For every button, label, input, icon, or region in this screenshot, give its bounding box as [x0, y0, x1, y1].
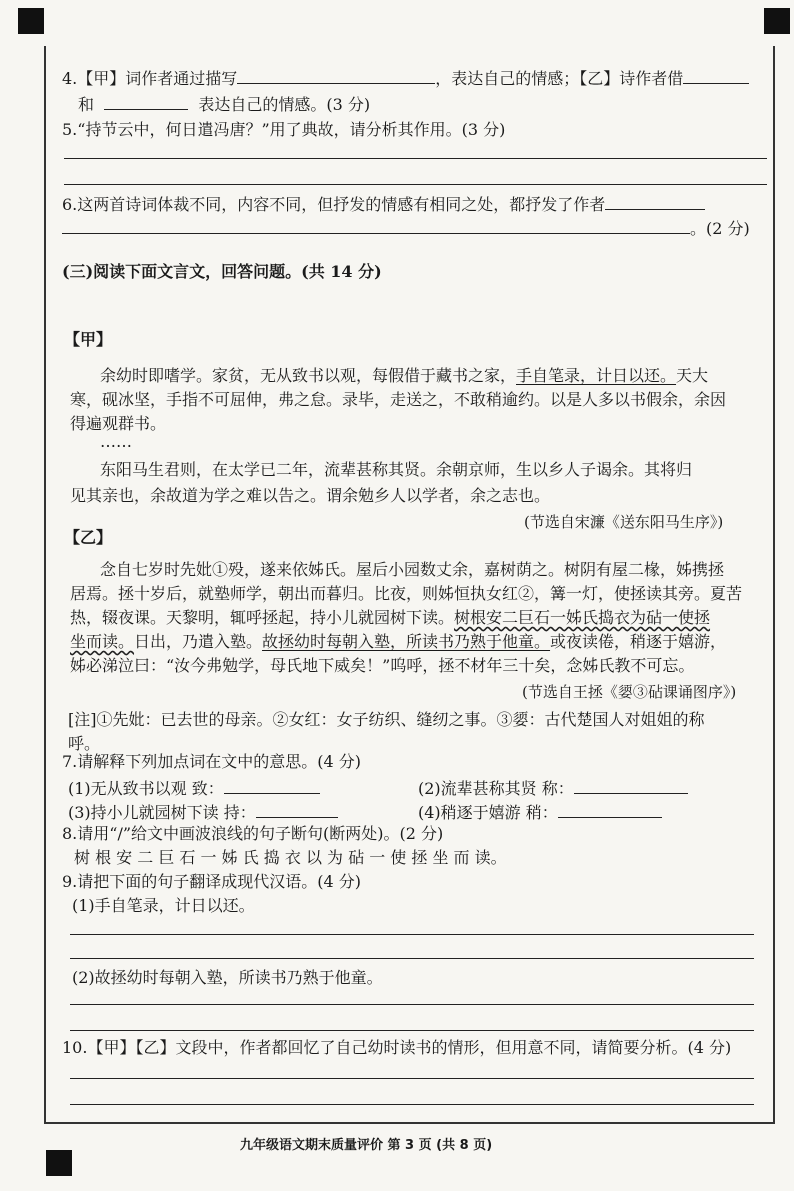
q7-blank-2[interactable] [574, 778, 688, 794]
page-frame-right [773, 46, 775, 1122]
q8-sentence: 树 根 安 二 巨 石 一 姊 氏 捣 衣 以 为 砧 一 使 拯 坐 而 读。 [74, 848, 507, 867]
question-4-cont [78, 94, 370, 115]
question-9: 9.请把下面的句子翻译成现代汉语。(4 分) [62, 872, 362, 891]
corner-marker-top-right [764, 8, 790, 34]
q6-blank-1[interactable] [605, 194, 705, 210]
q7-item-text: (3)持小儿就园树下读 持： [68, 803, 256, 822]
passage-b-line-2: 居焉。拯十岁后，就塾师学，朝出而暮归。比夜，则姊恒执女红②，篝一灯，使拯读其旁。夏苦 [70, 584, 743, 603]
passage-b-line-4 [70, 632, 726, 652]
question-7: 7.请解释下列加点词在文中的意思。(4 分) [62, 752, 362, 771]
q4-blank-2[interactable] [683, 68, 749, 84]
answer-line-q5-1[interactable] [64, 158, 767, 159]
passage-a-line-4: 东阳马生君则，在太学已二年，流辈甚称其贤。余朝京师，生以乡人子谒余。其将归 [100, 460, 693, 479]
passage-b-wavy-sentence: 坐而读。 [70, 632, 135, 651]
q6-blank-2[interactable] [62, 218, 690, 234]
question-5: 5.“持节云中，何日遣冯唐？”用了典故，请分析其作用。(3 分) [62, 120, 506, 139]
passage-a-line-2: 寒，砚冰坚，手指不可屈伸，弗之怠。录毕，走送之，不敢稍逾约。以是人多以书假余，余因 [70, 390, 727, 409]
passage-b-wavy-sentence: 树根安二巨石一姊氏捣衣为砧一使拯 [454, 608, 711, 627]
corner-marker-top-left [18, 8, 44, 34]
q7-item-1 [68, 778, 320, 799]
q7-item-text: (2)流辈甚称其贤 称： [418, 779, 574, 798]
q7-item-text: (1)无从致书以观 致： [68, 779, 224, 798]
q7-blank-3[interactable] [256, 802, 338, 818]
answer-line-q9-1[interactable] [70, 934, 754, 935]
passage-a-underlined-sentence: 手自笔录，计日以还。 [516, 366, 677, 385]
notes-line-1: [注]①先妣：已去世的母亲。②女红：女子纺织、缝纫之事。③媭：古代楚国人对姐姐的称 [68, 710, 705, 729]
passage-a-label: 【甲】 [64, 330, 113, 349]
answer-line-q10-2[interactable] [70, 1104, 754, 1105]
question-8: 8.请用“/”给文中画波浪线的句子断句(断两处)。(2 分) [62, 824, 444, 843]
q6-text: 6.这两首诗词体裁不同，内容不同，但抒发的情感有相同之处，都抒发了作者 [62, 195, 606, 214]
passage-a-source: (节选自宋濂《送东阳马生序》) [524, 513, 724, 531]
passage-b-text: 日出，乃遣入塾。 [134, 632, 263, 651]
q7-item-4 [418, 802, 662, 823]
q4-text-3: 和 [78, 95, 95, 114]
passage-b-line-3 [70, 608, 710, 628]
passage-b-line-1: 念自七岁时先妣①殁，遂来依姊氏。屋后小园数丈余，嘉树荫之。树阴有屋二椽，姊携拯 [100, 560, 725, 579]
q7-item-2 [418, 778, 688, 799]
q4-blank-1[interactable] [237, 68, 435, 84]
q4-text-4: 表达自己的情感。(3 分) [198, 95, 371, 114]
passage-b-label: 【乙】 [64, 528, 113, 547]
answer-line-q9-2[interactable] [70, 958, 754, 959]
q4-text-2: ，表达自己的情感；【乙】诗作者借 [435, 69, 684, 88]
q6-end: 。(2 分) [690, 219, 750, 238]
passage-b-line-5: 姊必涕泣曰：“汝今弗勉学，母氏地下威矣！”呜呼，拯不材年三十矣，念姊氏教不可忘。 [70, 656, 695, 675]
section-3-title: (三)阅读下面文言文，回答问题。(共 14 分) [62, 262, 382, 281]
q7-blank-1[interactable] [224, 778, 320, 794]
q9-sentence-2: (2)故拯幼时每朝入塾，所读书乃熟于他童。 [72, 968, 383, 987]
answer-line-q5-2[interactable] [64, 184, 767, 185]
q9-sentence-1: (1)手自笔录，计日以还。 [72, 896, 255, 915]
passage-b-source: (节选自王拯《媭③砧课诵图序》) [522, 683, 737, 701]
answer-line-q9-3[interactable] [70, 1004, 754, 1005]
question-4 [62, 68, 749, 89]
passage-a-line-5: 见其亲也，余故道为学之难以告之。谓余勉乡人以学者，余之志也。 [70, 486, 551, 505]
passage-a-text: 余幼时即嗜学。家贫，无从致书以观，每假借于藏书之家， [100, 366, 517, 385]
q7-item-text: (4)稍逐于嬉游 稍： [418, 803, 558, 822]
q4-blank-3[interactable] [104, 94, 188, 110]
passage-b-text: 或夜读倦，稍逐于嬉游， [550, 632, 727, 651]
passage-b-underlined-sentence: 故拯幼时每朝入塾，所读书乃熟于他童。 [262, 632, 551, 651]
notes-line-2: 呼。 [68, 734, 101, 753]
q7-blank-4[interactable] [558, 802, 662, 818]
passage-a-line-1 [100, 366, 708, 386]
page-frame-left [44, 46, 46, 1122]
question-10: 10.【甲】【乙】文段中，作者都回忆了自己幼时读书的情形，但用意不同，请简要分析。(4 分) [62, 1038, 732, 1057]
answer-line-q10-1[interactable] [70, 1078, 754, 1079]
passage-b-text: 热，辍夜课。天黎明，辄呼拯起，持小儿就园树下读。 [70, 608, 455, 627]
question-6-cont [62, 218, 750, 239]
answer-line-q9-4[interactable] [70, 1030, 754, 1031]
q7-item-3 [68, 802, 338, 823]
page-frame-bottom [44, 1122, 775, 1124]
page-footer: 九年级语文期末质量评价 第 3 页 (共 8 页) [240, 1138, 493, 1153]
q4-text-1: 4.【甲】词作者通过描写 [62, 69, 238, 88]
question-6 [62, 194, 705, 215]
passage-a-ellipsis: …… [100, 432, 132, 451]
passage-a-text: 天大 [676, 366, 709, 385]
corner-marker-bottom-left [46, 1150, 72, 1176]
passage-a-line-3: 得遍观群书。 [70, 414, 167, 433]
